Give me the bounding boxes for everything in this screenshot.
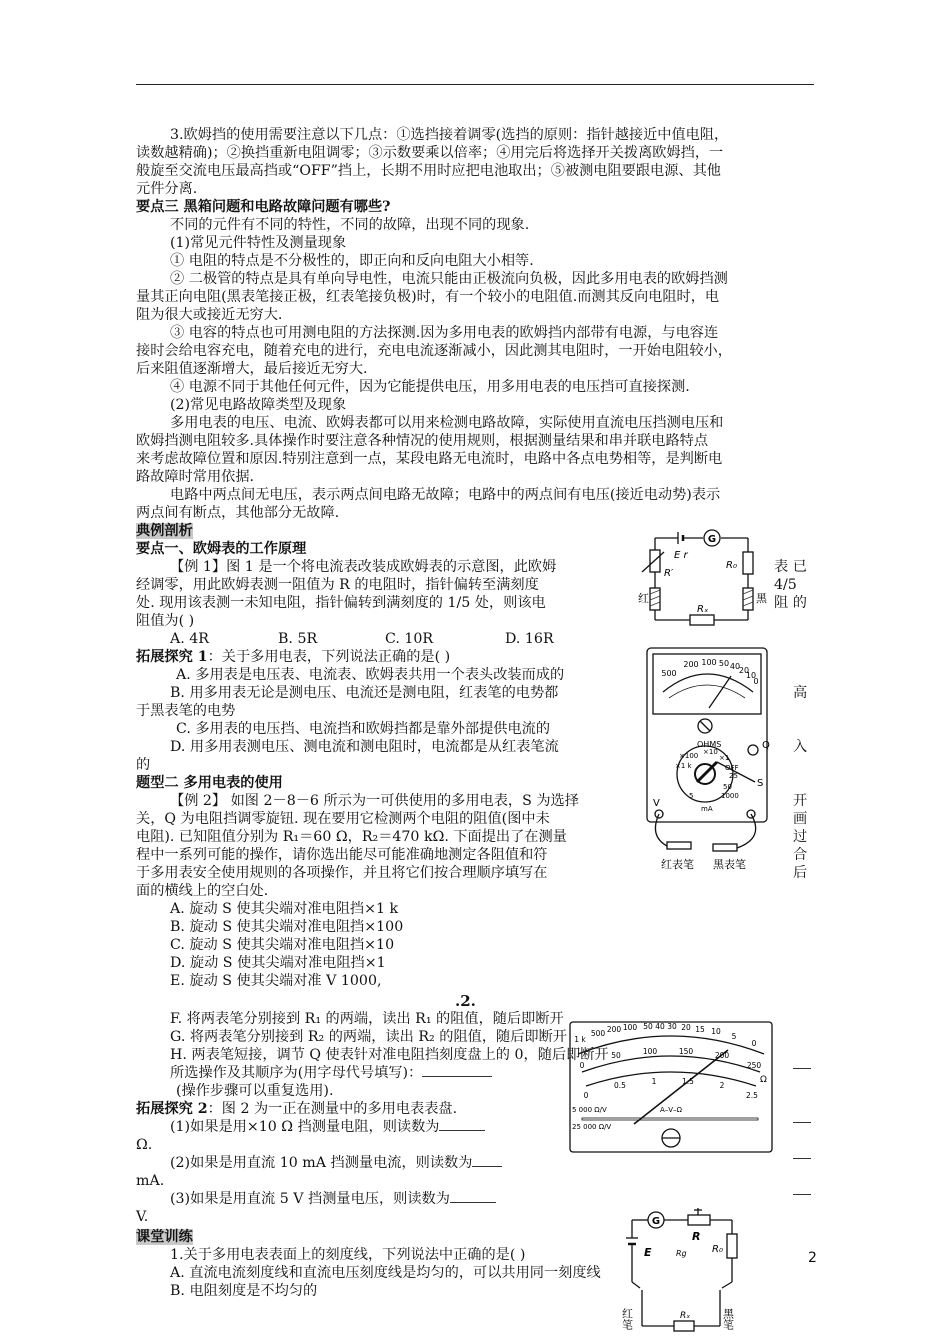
range-label: mA [701,805,713,813]
range-label: 50 [723,783,732,791]
text-line: 元件分离. [136,181,198,197]
example1-line-tail: 阻 的 [774,595,807,611]
option-b-cont: 于黑表笔的电势 [136,703,236,719]
option-b: B. 用多用表无论是测电压、电流还是测电阻，红表笔的电势都 [170,685,559,701]
q-knob-label: Q [762,740,770,751]
section-heading: 要点三 黑箱问题和电路故障问题有哪些? [136,199,391,215]
ohm-scale-label: 200 [606,1025,622,1034]
step-f: F. 将两表笔分别接到 R₁ 的两端，读出 R₁ 的阻值，随后即断开 [170,1011,564,1027]
spec-label: 5 000 Ω/V [572,1106,607,1114]
voltage-scale-label: 2 [719,1081,725,1090]
text-line: ② 二极管的特点是具有单向导电性，电流只能由正极流向负极，因此多用电表的欧姆挡测 [170,271,728,287]
black-probe-label: 黑表笔 [713,858,746,871]
answer-blank[interactable] [439,1130,485,1131]
text-line: 来考虑故障位置和原因.特别注意到一点，某段电路无电流时，电路中各点电势相等，是判断电 [136,451,723,467]
current-scale-label: 250 [746,1061,762,1070]
example2-line-tail: 过 [793,829,808,845]
galvanometer-label: G [707,534,717,545]
selector-s-label: S [757,778,764,789]
reading-question: (1)如果是用×10 Ω 挡测量电阻，则读数为 [170,1119,440,1135]
text-line: 般旋至交流电压最高挡或“OFF”挡上，长期不用时应把电池取出；⑤被测电阻要跟电源、其他 [136,163,721,179]
option-d-tail: 入 [793,739,808,755]
text-line: 阻为很大或接近无穷大. [136,307,283,323]
example1-line: 处. 现用该表测一未知电阻，指针偏转到满刻度的 1/5 处，则该电 [136,595,546,611]
text-line: ③ 电容的特点也可用测电阻的方法探测.因为多用电表的欧姆挡内部带有电源，与电容连 [170,325,719,341]
ohmmeter-circuit-figure-2 [620,1208,746,1342]
answer-blank[interactable] [472,1166,502,1167]
option-c: C. 10R [385,631,434,647]
option-c: C. 多用表的电压挡、电流挡和欧姆挡都是靠外部提供电流的 [176,721,551,737]
ohm-scale-label: 0 [751,1039,757,1048]
range-label: V [653,798,660,809]
resistor-rx-label: Rₓ [697,604,709,615]
option-b-tail: 高 [793,685,808,701]
text-line: 3.欧姆挡的使用需要注意以下几点：①选挡接着调零(选挡的原则：指针越接近中值电阻， [170,127,729,143]
range-label: 25 [729,772,738,780]
red-probe-label: 红 [638,592,649,605]
text-line: (1)常见元件特性及测量现象 [170,235,347,251]
range-label: ×100 [679,752,699,760]
option-d: D. 16R [505,631,554,647]
example1-line-tail: 4/5 [774,577,797,593]
example1-line: 经调零，用此欧姆表测一阻值为 R 的电阻时，指针偏转至满刻度 [136,577,539,593]
current-scale-label: 150 [678,1047,694,1056]
range-label: ×1 k [675,762,692,770]
text-line: ① 电阻的特点是不分极性的，即正向和反向电阻大小相等. [170,253,534,269]
battery-label: E r [674,550,688,561]
example1-line-tail: 表 已 [774,559,807,575]
page-number: 2 [808,1250,817,1266]
header-rule [136,84,814,85]
ohm-scale-label: 40 [655,1022,665,1031]
answer-blank[interactable] [793,1185,811,1195]
scale-label: 100 [701,658,717,667]
answer-prompt: 所选操作及其顺序为(用字母代号填写)： [170,1065,423,1081]
resistor-r-label: R [692,1230,701,1243]
ohms-label: OHMS [697,740,722,749]
range-label: OFF [725,764,739,772]
option-d-cont: 的 [136,757,151,773]
avo-label: A–V–Ω [660,1106,682,1114]
black-probe-label: 黑 [756,592,767,605]
option-a: A. 4R [170,631,209,647]
exploration-label: 拓展探究 2 [136,1101,208,1117]
voltage-scale-label: 0 [583,1091,589,1100]
ohmmeter-circuit-figure [640,528,770,638]
step-c: C. 旋动 S 使其尖端对准电阻挡×10 [170,937,395,953]
example2-line: 电阻). 已知阻值分别为 R₁＝60 Ω，R₂＝470 kΩ. 下面提出了在测量 [136,829,567,845]
section-label: 课堂训练 [136,1229,193,1245]
scale-label: 10 [745,671,757,680]
ohm-scale-label: 1 k [574,1035,586,1044]
exploration-question: ：关于多用电表，下列说法正确的是( ) [207,649,451,665]
red-probe-label: 红表笔 [661,858,694,871]
text-line: (2)常见电路故障类型及现象 [170,397,347,413]
step-a: A. 旋动 S 使其尖端对准电阻挡×1 k [170,901,399,917]
section-label: 典例剖析 [136,523,193,539]
example2-line: 程中一系列可能的操作，请你选出能尽可能准确地测定各阻值和符 [136,847,548,863]
scale-label: 40 [729,662,741,671]
current-scale-label: 200 [714,1051,730,1060]
range-label: 1000 [721,792,739,800]
current-scale-label: 50 [611,1051,621,1060]
reading-unit: V. [136,1209,149,1225]
resistor-rg-label: Rg [676,1249,687,1258]
example2-line-tail: 后 [793,865,808,881]
galvanometer-label: G [651,1216,661,1227]
range-label: 5 [689,792,694,800]
reading-unit: Ω. [136,1137,153,1153]
resistor-rx-label: Rₓ [680,1311,691,1321]
ohm-symbol: Ω [760,1075,767,1085]
ohm-scale-label: 10 [711,1027,721,1036]
range-label: ×1 [719,754,730,762]
step-d: D. 旋动 S 使其尖端对准电阻挡×1 [170,955,386,971]
red-probe-label: 红笔 [620,1308,634,1330]
text-line: 欧姆挡测电阻较多.具体操作时要注意各种情况的使用规则，根据测量结果和串并联电路特点 [136,433,709,449]
example1-line: 【例 1】图 1 是一个将电流表改装成欧姆表的示意图，此欧姆 [170,559,557,575]
example2-line-tail: 合 [793,847,808,863]
answer-blank[interactable] [793,1149,811,1159]
answer-blank[interactable] [793,1059,811,1069]
voltage-scale-label: 2.5 [746,1091,758,1100]
text-line: ④ 电源不同于其他任何元件，因为它能提供电压，用多用电表的电压挡可直接探测. [170,379,690,395]
exploration-question: ：图 2 为一正在测量中的多用电表表盘. [207,1101,458,1117]
current-scale-label: 0 [579,1061,585,1070]
battery-label: E [644,1246,652,1259]
black-probe-label: 黑笔 [721,1308,735,1330]
option-d: D. 用多用表测电压、测电流和测电阻时，电流都是从红表笔流 [170,739,559,755]
example1-line: 阻值为( ) [136,613,195,629]
option-a: A. 多用表是电压表、电流表、欧姆表共用一个表头改装而成的 [176,667,565,683]
text-line: 不同的元件有不同的特性，不同的故障，出现不同的现象. [170,217,530,233]
step-e: E. 旋动 S 使其尖端对准 V 1000, [170,973,382,989]
exploration-label: 拓展探究 1 [136,649,208,665]
option-b: B. 5R [278,631,318,647]
multimeter-dial-figure [568,1020,774,1155]
multimeter-figure [645,646,770,876]
reading-question: (3)如果是用直流 5 V 挡测量电压，则读数为 [170,1191,450,1207]
text-line: 后来阻值逐渐增大，最后接近无穷大. [136,361,368,377]
resistor-r0-label: R₀ [726,560,737,571]
reading-question: (2)如果是用直流 10 mA 挡测量电流，则读数为 [170,1155,473,1171]
section-heading: 题型二 多用电表的使用 [136,775,283,791]
ohm-scale-label: 5 [731,1032,737,1041]
spec-label: 25 000 Ω/V [572,1123,612,1131]
example2-line-tail: 画 [793,811,808,827]
answer-blank[interactable] [450,1202,496,1203]
example2-line: 关，Q 为电阻挡调零旋钮. 现在要用它检测两个电阻的阻值(图中未 [136,811,550,827]
step-h: H. 两表笔短接，调节 Q 使表针对准电阻挡刻度盘上的 0，随后即断开 [170,1047,609,1063]
answer-blank[interactable] [422,1076,492,1077]
resistor-r0-label: R₀ [712,1244,723,1255]
current-scale-label: 100 [642,1047,658,1056]
text-line: 量其正向电阻(黑表笔接正极，红表笔接负极)时，有一个较小的电阻值.而测其反向电阻时，电 [136,289,720,305]
scale-label: 50 [718,659,730,668]
ohm-scale-label: 100 [622,1023,638,1032]
answer-blank[interactable] [793,1113,811,1123]
option-b: B. 电阻刻度是不均匀的 [170,1283,318,1299]
text-line: 两点间有断点，其他部分无故障. [136,505,340,521]
question-1: 1.关于多用电表表面上的刻度线，下列说法中正确的是( ) [170,1247,526,1263]
step-g: G. 将两表笔分别接到 R₂ 的两端，读出 R₂ 的阻值，随后即断开 [170,1029,567,1045]
step-b: B. 旋动 S 使其尖端对准电阻挡×100 [170,919,404,935]
ohm-scale-label: 500 [590,1029,606,1038]
scale-label: 0 [753,677,759,686]
text-line: 多用电表的电压、电流、欧姆表都可以用来检测电路故障，实际使用直流电压挡测电压和 [170,415,724,431]
example2-line-tail: 开 [793,793,808,809]
ohm-scale-label: 50 [643,1022,653,1031]
scale-label: 500 [661,669,677,678]
reading-unit: mA. [136,1173,165,1189]
ohm-scale-label: 20 [681,1023,691,1032]
voltage-scale-label: 0.5 [614,1081,626,1090]
page-mark: .2. [455,992,476,1010]
text-line: 读数越精确)；②换挡重新电阻调零；③示数要乘以倍率；④用完后将选择开关拨离欧姆挡，一 [136,145,724,161]
voltage-scale-label: 1 [651,1077,657,1086]
range-label: ×10 [703,748,718,756]
example2-line: 于多用表安全使用规则的各项操作，并且将它们按合理顺序填写在 [136,865,548,881]
rheostat-label: R′ [664,568,674,579]
section-heading: 要点一、欧姆表的工作原理 [136,541,307,557]
example2-line: 面的横线上的空白处. [136,883,269,899]
option-a: A. 直流电流刻度线和直流电压刻度线是均匀的，可以共用同一刻度线 [170,1265,601,1281]
ohm-scale-label: 15 [695,1025,705,1034]
text-line: 接时会给电容充电，随着充电的进行，充电电流逐渐减小，因此测其电阻时，一开始电阻较小， [136,343,732,359]
scale-label: 20 [738,666,750,675]
ohm-scale-label: 30 [667,1022,677,1031]
text-line: 路故障时常用依据. [136,469,255,485]
answer-note: (操作步骤可以重复选用). [176,1083,334,1099]
example2-line: 【例 2】 如图 2－8－6 所示为一可供使用的多用电表，S 为选择 [170,793,579,809]
voltage-scale-label: 1.5 [682,1077,694,1086]
text-line: 电路中两点间无电压，表示两点间电路无故障；电路中的两点间有电压(接近电动势)表示 [170,487,721,503]
scale-label: 200 [683,660,699,669]
